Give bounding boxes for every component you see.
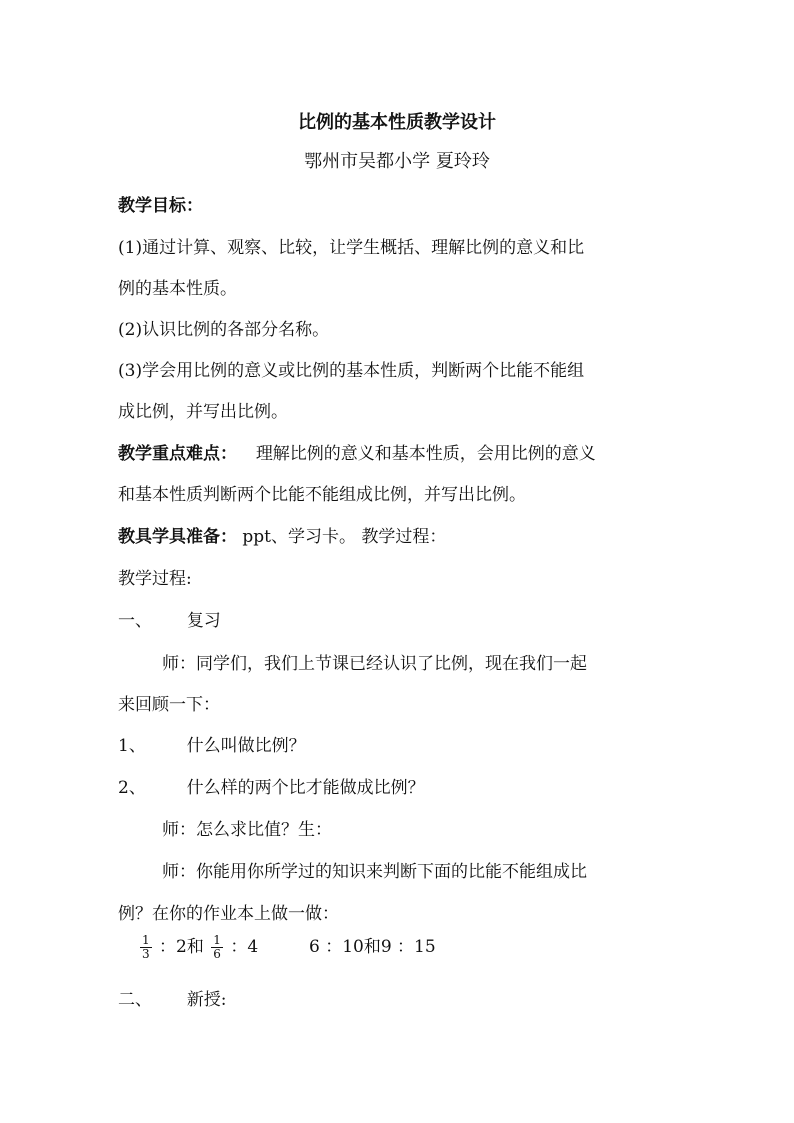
teacher-remark-2: 师：怎么求比值？生： (162, 820, 332, 840)
tools-paragraph (118, 522, 446, 547)
teacher-remark-3-line-1: 师：你能用你所学过的知识来判断下面的比能不能组成比 (162, 862, 587, 882)
fraction-1-numerator: 1 (142, 933, 150, 947)
exercise-line (138, 932, 436, 961)
objective-3-line-1: (3)学会用比例的意义或比例的基本性质，判断两个比能不能组 (118, 361, 585, 381)
exercise-part-1: ：2和 (159, 937, 204, 957)
fraction-2-denominator: 6 (213, 947, 221, 961)
fraction-1-denominator: 3 (142, 947, 150, 961)
exercise-part-2: ：4 (230, 937, 259, 957)
fraction-2-numerator: 1 (213, 933, 221, 947)
exercise-part-3: 6 ：10和9 ：15 (308, 937, 436, 957)
teacher-remark-1-line-1: 师：同学们，我们上节课已经认识了比例，现在我们一起 (162, 654, 587, 674)
document-title: 比例的基本性质教学设计 (298, 112, 496, 133)
question-1-text: 什么叫做比例？ (186, 736, 306, 756)
section-1-number: 一、 (118, 611, 152, 631)
author-line: 鄂州市吴都小学 夏玲玲 (304, 151, 490, 172)
objective-3-line-2: 成比例，并写出比例。 (118, 402, 288, 422)
section-1-title: 复习 (186, 611, 221, 631)
question-1 (118, 731, 306, 756)
question-2-number: 2、 (118, 778, 146, 798)
key-points-paragraph (118, 439, 596, 464)
objective-1-line-1: (1)通过计算、观察、比较，让学生概括、理解比例的意义和比 (118, 238, 585, 258)
fraction-one-sixth (211, 934, 223, 961)
section-2-title: 新授: (186, 990, 227, 1010)
question-2-text: 什么样的两个比才能做成比例？ (186, 778, 425, 798)
section-1-heading (118, 606, 221, 631)
objectives-heading: 教学目标： (118, 196, 203, 216)
section-2-number: 二、 (118, 990, 152, 1010)
fraction-one-third (140, 934, 152, 961)
key-points-line-2: 和基本性质判断两个比能不能组成比例，并写出比例。 (118, 485, 526, 505)
teacher-remark-1-line-2: 来回顾一下： (118, 695, 220, 715)
section-2-heading (118, 985, 227, 1010)
teacher-remark-3-line-2: 例？在你的作业本上做一做： (118, 904, 339, 924)
key-points-text: 理解比例的意义和基本性质，会用比例的意义 (255, 444, 596, 464)
objective-1-line-2: 例的基本性质。 (118, 279, 237, 299)
tools-label: 教具学具准备： (118, 527, 237, 547)
objective-2: (2)认识比例的各部分名称。 (118, 320, 330, 340)
tools-text: ppt、学习卡。 教学过程： (242, 527, 447, 547)
process-heading: 教学过程: (118, 569, 192, 589)
key-points-label: 教学重点难点： (118, 444, 237, 464)
question-2 (118, 773, 425, 798)
question-1-number: 1、 (118, 736, 146, 756)
